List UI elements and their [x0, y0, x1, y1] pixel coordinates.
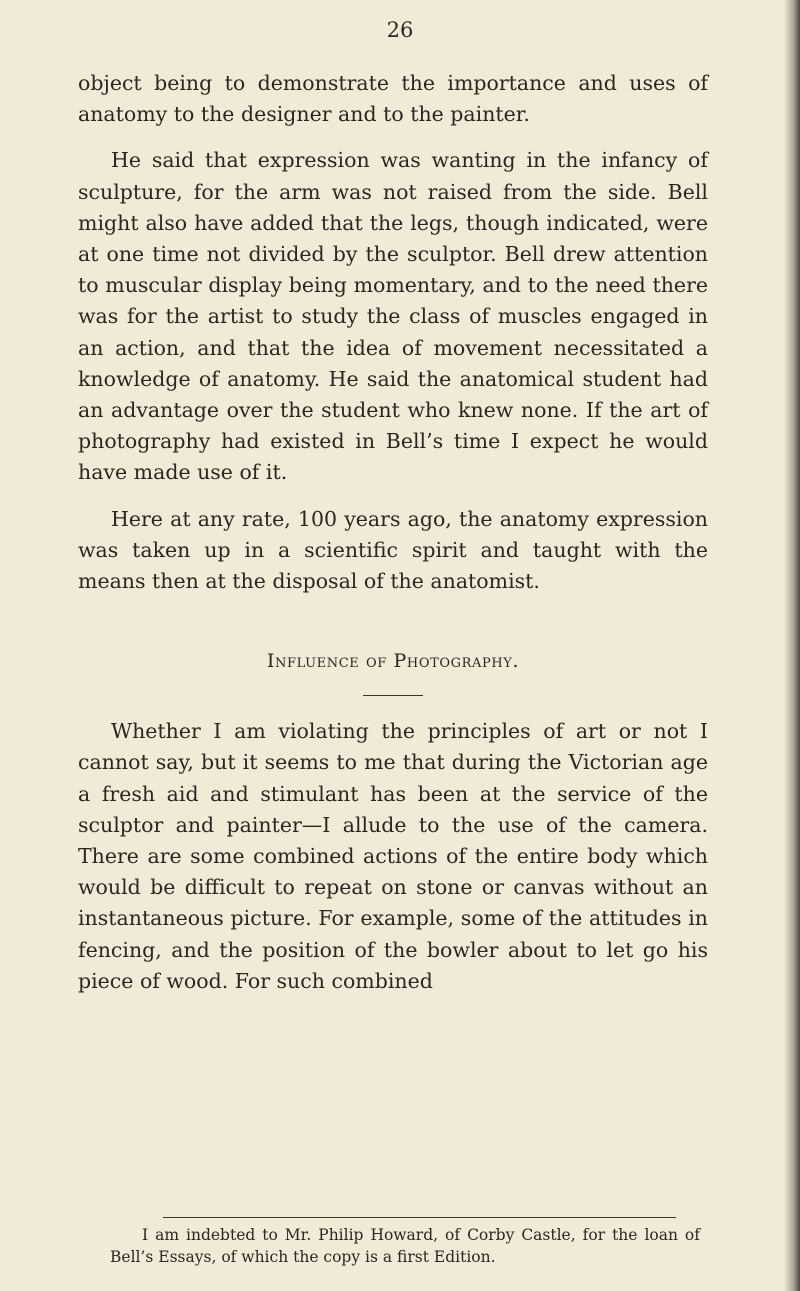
paragraph-anatomy-history: Here at any rate, 100 years ago, the anatomy expression was taken up in a scientific spirit and taught with the means then at the disposal of the anatomist. [78, 506, 708, 594]
page-edge-shadow [784, 0, 800, 1291]
footnote: I am indebted to Mr. Philip Howard, of Corby Castle, for the loan of Bell’s Essays, of which the copy is a first Edition. [110, 1226, 700, 1266]
page-body [78, 68, 708, 997]
heading-rule [363, 695, 423, 696]
section-heading: Influence of Photography. [266, 650, 520, 673]
paragraph-photography: Whether I am violating the principles of art or not I cannot say, but it seems to me that during the Victorian age a fresh aid and stimulant has been at the service of the sculptor and painter—I allude to the use of the camera. There are some combined actions of the entire body which would be difficult to repeat on stone or canvas without an instantaneous picture. For example, some of the attitudes in fencing, and the position of the bowler about to let go his piece of wood. For such combined [78, 719, 708, 993]
page-number: 26 [386, 18, 414, 42]
paragraph-continuation: object being to demonstrate the importance and uses of anatomy to the designer and to the painter. [78, 71, 708, 127]
footnote-rule [163, 1217, 676, 1218]
paragraph-bell-expression: He said that expression was wanting in the infancy of sculpture, for the arm was not raised from the side. Bell might also have added that the legs, though indicated, were at one time not divided by the sculptor. Bell drew attention to muscular display being momentary, and to the need there was for the artist to study the class of muscles engaged in an action, and that the idea of movement necessitated a knowledge of anatomy. He said the anatomical student had an advantage over the student who knew none. If the art of photography had existed in Bell’s time I expect he would have made use of it. [78, 148, 708, 485]
